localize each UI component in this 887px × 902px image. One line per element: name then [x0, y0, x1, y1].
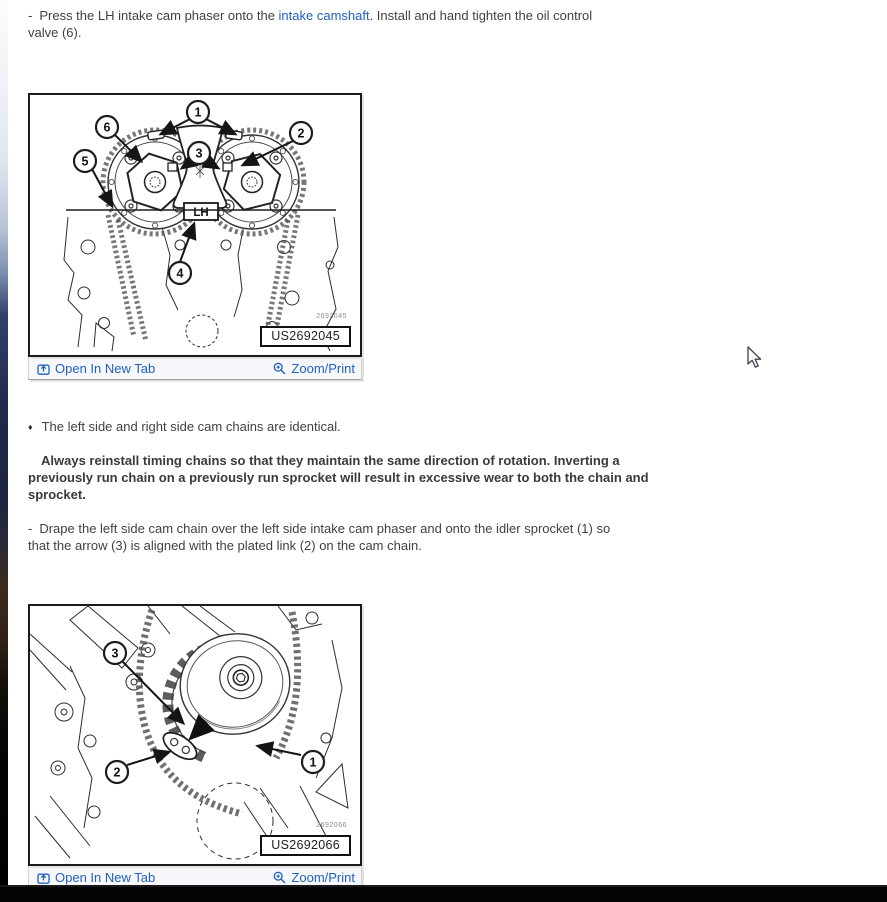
open-in-new-tab-label: Open In New Tab: [55, 869, 156, 885]
figure2-widget: [28, 604, 362, 889]
open-in-new-tab-label: Open In New Tab: [55, 360, 156, 376]
svg-text:2: 2: [113, 765, 121, 780]
svg-text:6: 6: [103, 120, 111, 135]
desktop-edge-strip: [0, 0, 8, 902]
callout-2: [106, 761, 128, 783]
warning-line-3: sprocket.: [28, 487, 86, 502]
svg-text:3: 3: [195, 146, 203, 161]
zoom-print-icon: [273, 871, 286, 884]
intro-text-after-link: . Install and hand tighten the oil control: [369, 8, 593, 23]
callout-5: [74, 150, 96, 172]
figure1-zoom-print-link[interactable]: [273, 361, 355, 376]
callout-4: [169, 262, 191, 284]
bottom-bar: [0, 885, 887, 902]
intro-paragraph: [28, 7, 592, 41]
intake-cam-phaser-pulley: [171, 624, 299, 745]
figure2-image-label: US2692066: [260, 835, 351, 856]
figure1-widget: [28, 93, 362, 380]
callout-3: [188, 142, 210, 164]
figure1-open-in-new-tab-link[interactable]: [37, 361, 155, 376]
warning-paragraph: [28, 452, 649, 503]
figure2-frame: [28, 604, 362, 866]
figure1-image-label: US2692045: [260, 326, 351, 347]
svg-text:4: 4: [176, 266, 184, 281]
lh-diagram-label: LH: [193, 207, 209, 219]
zoom-print-label: Zoom/Print: [291, 360, 355, 376]
open-in-new-tab-icon: [37, 362, 50, 375]
svg-text:1: 1: [309, 755, 317, 770]
diamond-bullet-icon: ♦: [28, 422, 33, 432]
zoom-print-icon: [273, 362, 286, 375]
intro-dash: -: [28, 8, 33, 23]
timing-arrow-mark: [192, 727, 202, 737]
note-text: The left side and right side cam chains are identical.: [41, 419, 341, 434]
intro-text-before-link: Press the LH intake cam phaser onto the: [39, 8, 279, 23]
figure2-zoom-print-link[interactable]: [273, 870, 355, 885]
zoom-print-label: Zoom/Print: [291, 869, 355, 885]
engine-structure-sketch: [30, 606, 348, 859]
svg-text:2: 2: [297, 126, 305, 141]
intro-line-1: [28, 7, 592, 24]
mouse-cursor: [747, 346, 767, 370]
svg-text:1: 1: [194, 105, 202, 120]
svg-text:3: 3: [111, 646, 119, 661]
warning-line-2: previously run chain on a previously run sprocket will result in excessive wear to both the chain and: [28, 470, 649, 485]
figure2-open-in-new-tab-link[interactable]: [37, 870, 155, 885]
callout-1: [302, 751, 324, 773]
note-paragraph: [28, 418, 341, 436]
svg-text:5: 5: [81, 154, 89, 169]
step-dash: -: [28, 521, 33, 536]
figure1-footer: [28, 357, 362, 380]
warning-line-1: Always reinstall timing chains so that they maintain the same direction of rotation. Inverting a: [41, 453, 620, 468]
intro-line-2: valve (6).: [28, 25, 82, 40]
figure2-watermark: 2692066: [316, 822, 347, 829]
figure2-diagram: [30, 606, 360, 864]
callout-1: [187, 101, 209, 123]
figure1-watermark: 2692045: [316, 313, 347, 320]
open-in-new-tab-icon: [37, 871, 50, 884]
intake-camshaft-link[interactable]: intake camshaft: [278, 8, 370, 23]
callout-2: [290, 122, 312, 144]
figure1-diagram: [30, 95, 360, 355]
step-line-2: that the arrow (3) is aligned with the plated link (2) on the cam chain.: [28, 538, 422, 553]
step-line-1: [28, 520, 610, 537]
figure1-frame: [28, 93, 362, 357]
callout-3: [104, 642, 126, 664]
step-paragraph: [28, 520, 610, 554]
callout-6: [96, 116, 118, 138]
step-line-1-text: Drape the left side cam chain over the left side intake cam phaser and onto the idler sprocket (1) so: [39, 521, 611, 536]
